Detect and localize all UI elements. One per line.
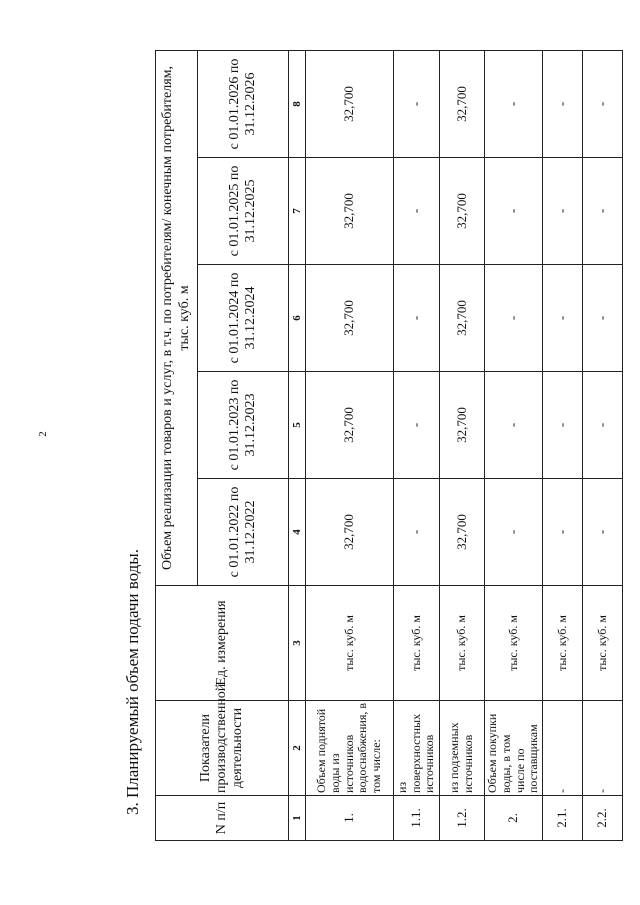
table-row [440, 51, 485, 841]
row-value: 32,700 [306, 51, 394, 158]
row-number: 2.1. [543, 796, 583, 841]
row-value: 32,700 [440, 51, 485, 158]
row-value: - [485, 265, 543, 372]
column-number: 2 [289, 701, 306, 796]
row-number: 2. [485, 796, 543, 841]
row-unit: тыс. куб. м [306, 586, 394, 701]
row-value: - [485, 51, 543, 158]
row-unit: тыс. куб. м [394, 586, 440, 701]
column-number: 8 [289, 51, 306, 158]
row-value: - [583, 265, 623, 372]
table-row [485, 51, 543, 841]
row-value: - [583, 158, 623, 265]
table-row [306, 51, 394, 841]
column-number: 4 [289, 479, 306, 586]
row-value: 32,700 [440, 158, 485, 265]
row-value: 32,700 [306, 158, 394, 265]
row-name: из подземных источников [440, 701, 485, 796]
section-heading: 3. Планируемый объем подачи воды. [123, 549, 142, 815]
row-number: 1.2. [440, 796, 485, 841]
header-period: с 01.01.2022 по 31.12.2022 [198, 479, 289, 586]
row-value: - [583, 372, 623, 479]
row-value: - [583, 51, 623, 158]
row-value: - [543, 51, 583, 158]
column-number: 6 [289, 265, 306, 372]
row-value: - [394, 265, 440, 372]
row-value: - [543, 479, 583, 586]
row-name: Объем покупки воды, в том числе по поставщикам [485, 701, 543, 796]
row-name: - [583, 701, 623, 796]
table-row [583, 51, 623, 841]
column-number: 7 [289, 158, 306, 265]
header-period: с 01.01.2025 по 31.12.2025 [198, 158, 289, 265]
row-value: - [394, 158, 440, 265]
column-number: 3 [289, 586, 306, 701]
row-value: 32,700 [440, 372, 485, 479]
row-value: 32,700 [306, 479, 394, 586]
row-value: - [394, 372, 440, 479]
row-name: - [543, 701, 583, 796]
row-value: - [543, 372, 583, 479]
row-unit: тыс. куб. м [440, 586, 485, 701]
row-unit: тыс. куб. м [543, 586, 583, 701]
row-name: из поверхностных источников [394, 701, 440, 796]
row-value: 32,700 [440, 265, 485, 372]
header-period: с 01.01.2026 по 31.12.2026 [198, 51, 289, 158]
page-number: 2 [36, 431, 49, 437]
row-value: - [543, 265, 583, 372]
column-number: 1 [289, 796, 306, 841]
row-number: 1.1. [394, 796, 440, 841]
row-value: - [394, 479, 440, 586]
row-value: - [485, 479, 543, 586]
header-period: с 01.01.2023 по 31.12.2023 [198, 372, 289, 479]
row-value: - [543, 158, 583, 265]
row-number: 1. [306, 796, 394, 841]
row-value: - [583, 479, 623, 586]
row-unit: тыс. куб. м [485, 586, 543, 701]
row-number: 2.2. [583, 796, 623, 841]
header-unit: Ед. измерения [156, 586, 289, 701]
row-value: - [485, 158, 543, 265]
header-volume: Объем реализации товаров и услуг, в т.ч. по потребителям/ конечным потребителям, тыс. куб. м [156, 51, 198, 586]
row-unit: тыс. куб. м [583, 586, 623, 701]
table-row [394, 51, 440, 841]
row-value: - [394, 51, 440, 158]
header-indicator: Показатели производственной деятельности [156, 701, 289, 796]
row-value: - [485, 372, 543, 479]
table-row [543, 51, 583, 841]
header-n: N п/п [156, 796, 289, 841]
water-supply-table [155, 50, 623, 841]
row-value: 32,700 [306, 372, 394, 479]
row-value: 32,700 [306, 265, 394, 372]
row-name: Объем поднятой воды из источников водоснабжения, в том числе: [306, 701, 394, 796]
column-number: 5 [289, 372, 306, 479]
header-period: с 01.01.2024 по 31.12.2024 [198, 265, 289, 372]
row-value: 32,700 [440, 479, 485, 586]
